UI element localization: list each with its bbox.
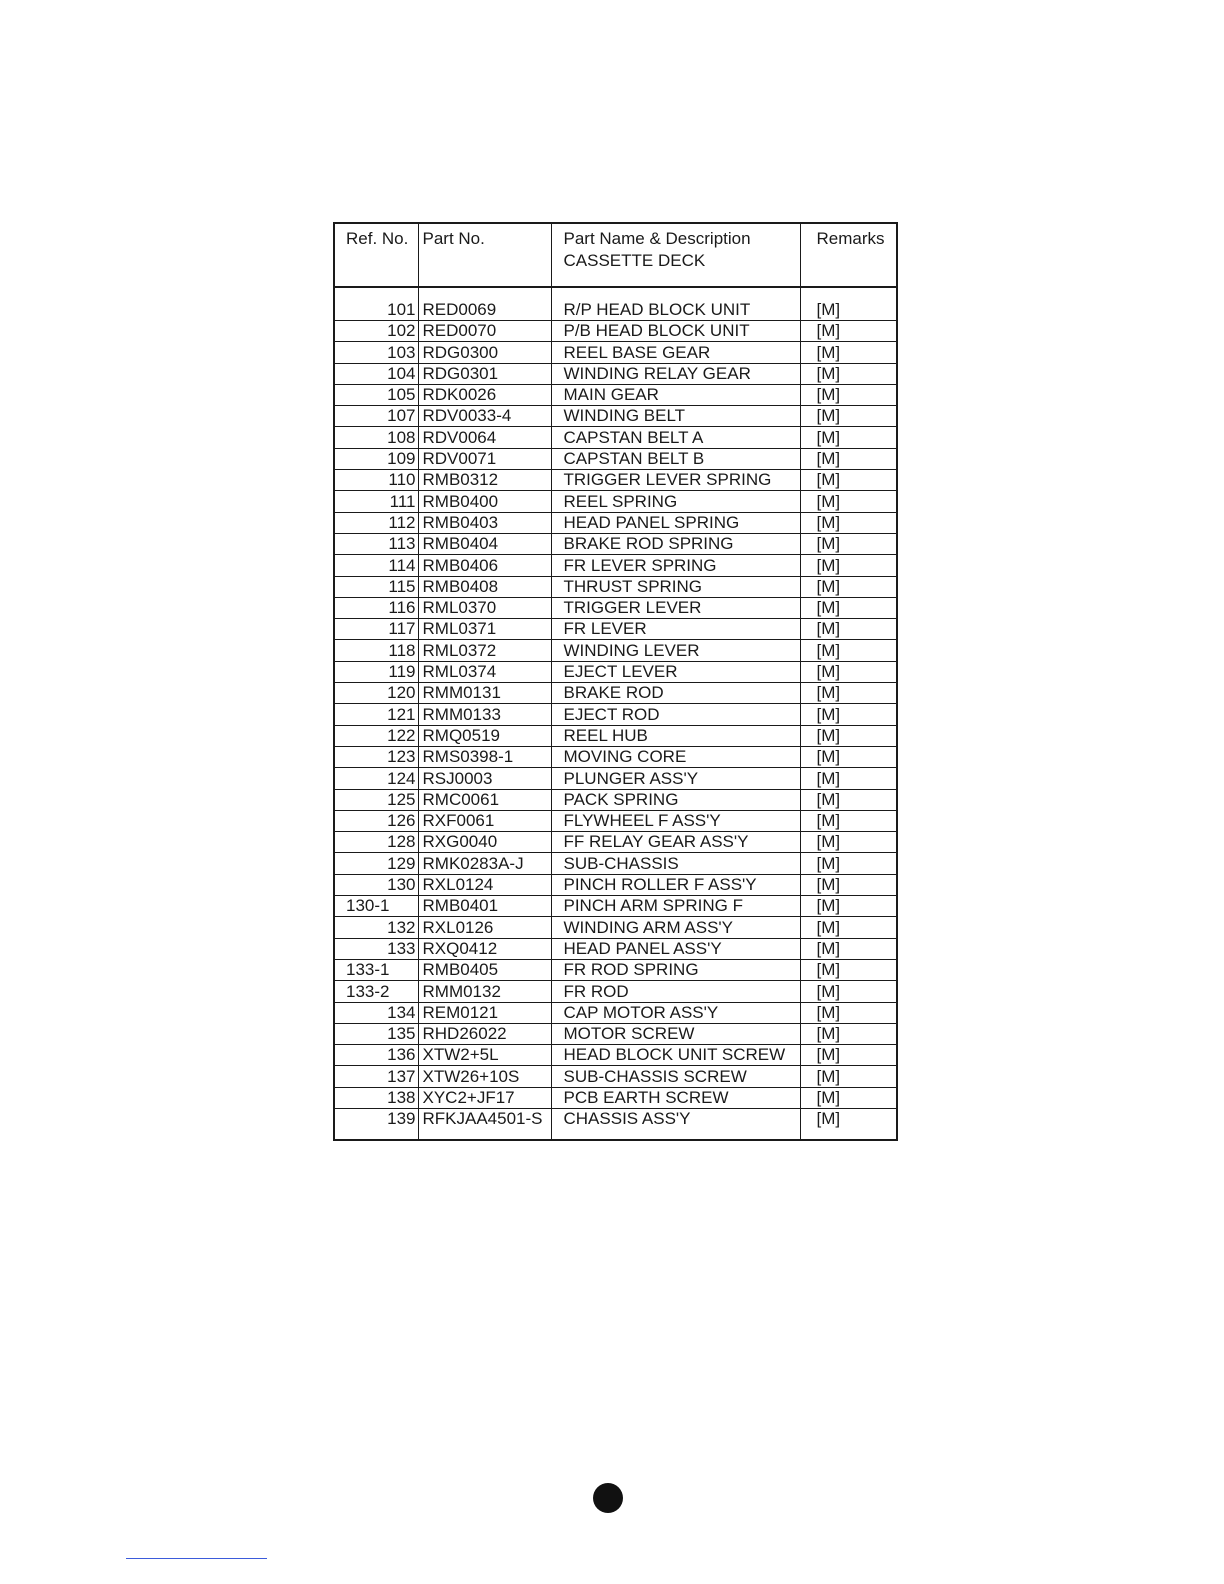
table-row [334,810,897,831]
table-row [334,959,897,980]
ref-no-cell: 124 [334,768,418,789]
remarks-cell: [M] [800,1045,897,1066]
ref-no-cell: 125 [334,789,418,810]
part-name-cell: EJECT LEVER [551,661,800,682]
part-no-cell: RMM0133 [418,704,551,725]
part-no-cell: RML0372 [418,640,551,661]
part-no-cell: RMS0398-1 [418,746,551,767]
part-no-cell: RMB0406 [418,555,551,576]
part-no-cell: RMB0400 [418,491,551,512]
part-no-cell: RXF0061 [418,810,551,831]
remarks-cell: [M] [800,725,897,746]
part-no-cell: XYC2+JF17 [418,1087,551,1108]
ref-no-cell: 108 [334,427,418,448]
table-row [334,321,897,342]
part-no-cell: RMB0401 [418,896,551,917]
remarks-cell: [M] [800,1108,897,1140]
ref-no-cell: 112 [334,512,418,533]
remarks-cell: [M] [800,704,897,725]
ref-no-cell: 117 [334,619,418,640]
table-row [334,1045,897,1066]
part-name-cell: PINCH ARM SPRING F [551,896,800,917]
part-name-cell: SUB-CHASSIS SCREW [551,1066,800,1087]
remarks-cell: [M] [800,427,897,448]
remarks-cell: [M] [800,1023,897,1044]
part-no-cell: RMC0061 [418,789,551,810]
part-name-cell: PCB EARTH SCREW [551,1087,800,1108]
part-no-cell: RED0069 [418,287,551,321]
remarks-cell: [M] [800,1087,897,1108]
ref-no-cell: 137 [334,1066,418,1087]
part-no-cell: RDK0026 [418,384,551,405]
ref-no-cell: 123 [334,746,418,767]
remarks-cell: [M] [800,832,897,853]
table-row [334,533,897,554]
ref-no-cell: 115 [334,576,418,597]
part-name-cell: PACK SPRING [551,789,800,810]
table-row [334,725,897,746]
part-name-cell: TRIGGER LEVER [551,597,800,618]
remarks-cell: [M] [800,342,897,363]
ref-no-cell: 135 [334,1023,418,1044]
table-row [334,853,897,874]
remarks-cell: [M] [800,555,897,576]
part-name-cell: MAIN GEAR [551,384,800,405]
remarks-cell: [M] [800,1002,897,1023]
part-no-cell: RDG0301 [418,363,551,384]
ref-no-cell: 129 [334,853,418,874]
part-no-cell: RML0370 [418,597,551,618]
part-no-cell: RMB0312 [418,470,551,491]
remarks-cell: [M] [800,768,897,789]
part-no-cell: RMM0131 [418,683,551,704]
remarks-cell: [M] [800,406,897,427]
part-no-cell: RMB0408 [418,576,551,597]
table-row [334,470,897,491]
ref-no-cell: 128 [334,832,418,853]
part-name-cell: SUB-CHASSIS [551,853,800,874]
ref-no-cell: 122 [334,725,418,746]
remarks-cell: [M] [800,640,897,661]
remarks-cell: [M] [800,981,897,1002]
table-row [334,1002,897,1023]
remarks-cell: [M] [800,287,897,321]
ref-no-header: Ref. No. [334,223,418,287]
ref-no-cell: 121 [334,704,418,725]
ref-no-cell: 134 [334,1002,418,1023]
remarks-cell: [M] [800,576,897,597]
table-row [334,342,897,363]
ref-no-cell: 120 [334,683,418,704]
remarks-cell: [M] [800,789,897,810]
part-name-cell: CAPSTAN BELT B [551,448,800,469]
ref-no-cell: 116 [334,597,418,618]
remarks-cell: [M] [800,810,897,831]
remarks-cell: [M] [800,917,897,938]
part-name-cell: MOTOR SCREW [551,1023,800,1044]
part-name-cell: FF RELAY GEAR ASS'Y [551,832,800,853]
ref-no-cell: 111 [334,491,418,512]
ref-no-cell: 105 [334,384,418,405]
part-name-cell: CHASSIS ASS'Y [551,1108,800,1140]
part-no-header: Part No. [418,223,551,287]
table-row [334,1023,897,1044]
part-no-cell: RED0070 [418,321,551,342]
ref-no-cell: 133-2 [334,981,418,1002]
ref-no-cell: 133-1 [334,959,418,980]
part-no-cell: RMB0404 [418,533,551,554]
part-name-cell: REEL BASE GEAR [551,342,800,363]
ref-no-cell: 130-1 [334,896,418,917]
table-row [334,619,897,640]
table-row [334,287,897,321]
table-row [334,448,897,469]
ref-no-cell: 107 [334,406,418,427]
remarks-cell: [M] [800,1066,897,1087]
part-no-cell: RFKJAA4501-S [418,1108,551,1140]
footer-rule [126,1558,267,1559]
part-name-cell: REEL SPRING [551,491,800,512]
part-name-header-label: Part Name & Description [563,229,751,248]
ref-no-cell: 130 [334,874,418,895]
remarks-cell: [M] [800,874,897,895]
table-row [334,1108,897,1140]
part-name-cell: MOVING CORE [551,746,800,767]
table-row [334,683,897,704]
part-name-cell: WINDING ARM ASS'Y [551,917,800,938]
ref-no-cell: 114 [334,555,418,576]
table-row [334,1087,897,1108]
ref-no-cell: 110 [334,470,418,491]
ref-no-cell: 133 [334,938,418,959]
remarks-cell: [M] [800,896,897,917]
part-no-cell: XTW2+5L [418,1045,551,1066]
part-name-cell: CAP MOTOR ASS'Y [551,1002,800,1023]
part-name-cell: HEAD PANEL SPRING [551,512,800,533]
part-no-cell: RMQ0519 [418,725,551,746]
remarks-cell: [M] [800,959,897,980]
ref-no-cell: 102 [334,321,418,342]
part-no-cell: RMK0283A-J [418,853,551,874]
part-no-cell: RXL0126 [418,917,551,938]
part-no-cell: RDG0300 [418,342,551,363]
table-row [334,789,897,810]
part-no-cell: RMB0403 [418,512,551,533]
remarks-cell: [M] [800,363,897,384]
part-no-cell: RML0374 [418,661,551,682]
part-name-cell: FR LEVER [551,619,800,640]
table-row [334,512,897,533]
table-row [334,874,897,895]
remarks-cell: [M] [800,533,897,554]
ref-no-cell: 132 [334,917,418,938]
part-name-cell: PLUNGER ASS'Y [551,768,800,789]
part-no-cell: XTW26+10S [418,1066,551,1087]
ref-no-cell: 119 [334,661,418,682]
part-no-cell: RDV0064 [418,427,551,448]
ref-no-cell: 139 [334,1108,418,1140]
part-name-cell: HEAD BLOCK UNIT SCREW [551,1045,800,1066]
ref-no-cell: 136 [334,1045,418,1066]
part-name-header [551,223,800,287]
remarks-cell: [M] [800,321,897,342]
table-row [334,981,897,1002]
table-row [334,704,897,725]
parts-table-body [334,287,897,1140]
ref-no-cell: 138 [334,1087,418,1108]
part-name-cell: HEAD PANEL ASS'Y [551,938,800,959]
part-name-cell: BRAKE ROD [551,683,800,704]
header-row [334,223,897,287]
table-row [334,384,897,405]
ref-no-cell: 101 [334,287,418,321]
part-no-cell: RXQ0412 [418,938,551,959]
part-no-cell: RXL0124 [418,874,551,895]
part-no-cell: RML0371 [418,619,551,640]
part-name-cell: FR LEVER SPRING [551,555,800,576]
table-row [334,406,897,427]
remarks-cell: [M] [800,619,897,640]
table-row [334,768,897,789]
part-no-cell: RSJ0003 [418,768,551,789]
part-name-cell: WINDING RELAY GEAR [551,363,800,384]
part-name-cell: FR ROD [551,981,800,1002]
part-name-cell: CAPSTAN BELT A [551,427,800,448]
ref-no-cell: 104 [334,363,418,384]
table-row [334,746,897,767]
part-name-cell: R/P HEAD BLOCK UNIT [551,287,800,321]
table-row [334,832,897,853]
part-no-cell: RDV0033-4 [418,406,551,427]
remarks-cell: [M] [800,448,897,469]
part-no-cell: RHD26022 [418,1023,551,1044]
remarks-cell: [M] [800,384,897,405]
part-name-cell: BRAKE ROD SPRING [551,533,800,554]
part-no-cell: RXG0040 [418,832,551,853]
table-row [334,597,897,618]
remarks-cell: [M] [800,853,897,874]
table-row [334,363,897,384]
remarks-cell: [M] [800,470,897,491]
table-row [334,576,897,597]
ref-no-cell: 103 [334,342,418,363]
part-no-cell: REM0121 [418,1002,551,1023]
part-name-cell: P/B HEAD BLOCK UNIT [551,321,800,342]
part-name-cell: EJECT ROD [551,704,800,725]
table-row [334,1066,897,1087]
remarks-cell: [M] [800,938,897,959]
ref-no-cell: 126 [334,810,418,831]
part-name-cell: REEL HUB [551,725,800,746]
page-number-marker [593,1483,623,1513]
part-name-cell: TRIGGER LEVER SPRING [551,470,800,491]
part-name-cell: PINCH ROLLER F ASS'Y [551,874,800,895]
table-row [334,640,897,661]
parts-table-header [334,223,897,287]
part-name-cell: FLYWHEEL F ASS'Y [551,810,800,831]
remarks-cell: [M] [800,746,897,767]
remarks-cell: [M] [800,683,897,704]
parts-list-table [333,222,898,1141]
ref-no-cell: 113 [334,533,418,554]
part-name-cell: THRUST SPRING [551,576,800,597]
remarks-cell: [M] [800,512,897,533]
table-row [334,555,897,576]
part-name-cell: WINDING BELT [551,406,800,427]
part-name-cell: FR ROD SPRING [551,959,800,980]
remarks-cell: [M] [800,491,897,512]
ref-no-cell: 109 [334,448,418,469]
table-row [334,938,897,959]
part-no-cell: RMM0132 [418,981,551,1002]
table-row [334,427,897,448]
remarks-cell: [M] [800,597,897,618]
table-row [334,896,897,917]
part-name-cell: WINDING LEVER [551,640,800,661]
table-row [334,491,897,512]
remarks-header: Remarks [800,223,897,287]
section-title: CASSETTE DECK [563,251,706,270]
remarks-cell: [M] [800,661,897,682]
part-no-cell: RDV0071 [418,448,551,469]
part-no-cell: RMB0405 [418,959,551,980]
table-row [334,917,897,938]
ref-no-cell: 118 [334,640,418,661]
table-row [334,661,897,682]
